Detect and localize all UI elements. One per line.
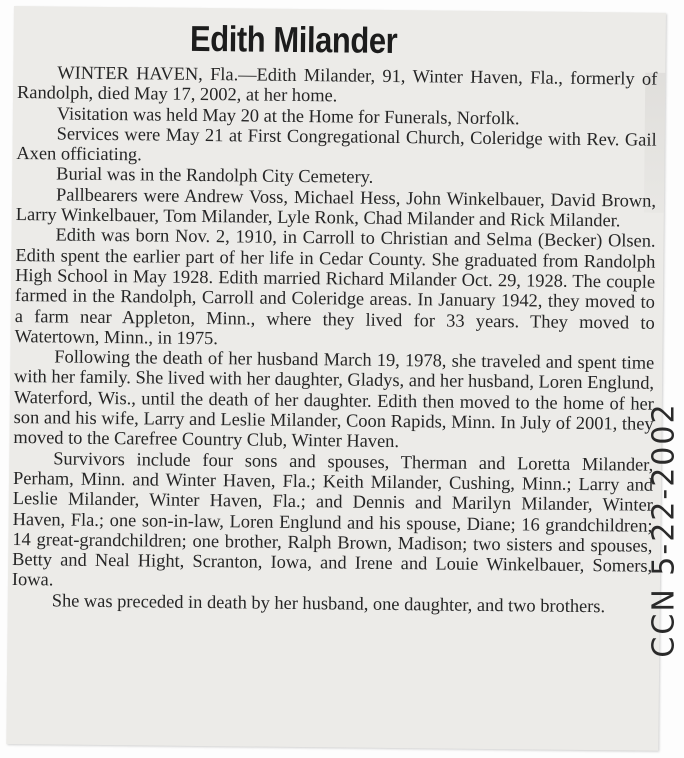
paragraph-burial: Burial was in the Randolph City Cemetery. bbox=[56, 163, 374, 188]
paragraph-services: Services were May 21 at First Congregational Church, Coleridge with Rev. Gail Axen officiating. bbox=[16, 123, 657, 165]
handwritten-date-note: CCN 5-22-2002 bbox=[646, 402, 682, 658]
paragraph-visitation: Visitation was held May 20 at the Home for Funerals, Norfolk. bbox=[56, 103, 520, 128]
handwritten-annotation bbox=[644, 380, 684, 680]
newspaper-clipping bbox=[6, 6, 666, 751]
paragraph-biography: Edith was born Nov. 2, 1910, in Carroll to Christian and Selma (Becker) Olsen. Edith spent the earlier part of her life in Cedar County. She graduated from Randolph High School in May 1928. Edith married Richard Milander Oct. 29, 1928. The couple farmed in the Randolph, Carroll and Coleridge areas. In January 1942, they moved to a farm near Appleton, Minn., where they lived for 33 years. They moved to Watertown, Minn., in 1975. bbox=[14, 224, 656, 349]
paragraph-death-notice: WINTER HAVEN, Fla.—Edith Milander, 91, Winter Haven, Fla., formerly of Randolph, died May 17, 2002, at her home. bbox=[16, 62, 658, 106]
paragraph-pallbearers: Pallbearers were Andrew Voss, Michael Hess, John Winkelbauer, David Brown, Larry Winkelbauer, Tom Milander, Lyle Ronk, Chad Milander and Rick Milander. bbox=[15, 184, 657, 231]
paragraph-survivors: Survivors include four sons and spouses, Therman and Loretta Milander, Perham, Minn. and Winter Haven, Fla.; Keith Milander, Cushing, Minn.; Larry and Leslie Milander, Winter Haven, Fla.; and Dennis and Marilyn Milander, Winter Haven, Fla.; one son-in-law, Loren Englund and his spouse, Diane; 16 grandchildren; 14 great-grandchildren; one brother, Ralph Brown, Madison; two sisters and spouses, Betty and Neal Hight, Scranton, Iowa, and Irene and Louie Winkelbauer, Somers, Iowa. bbox=[11, 448, 654, 590]
obituary-headline: Edith Milander bbox=[189, 17, 398, 62]
obituary-body bbox=[12, 62, 658, 617]
paragraph-later-life: Following the death of her husband March 19, 1978, she traveled and spent time with her family. She lived with her daughter, Gladys, and her husband, Loren Englund, Waterford, Wis., until the death of her daughter. Edith then moved to the home of her son and his wife, Larry and Leslie Milander, Coon Rapids, Minn. In July of 2001, they moved to the Carefree Country Club, Winter Haven. bbox=[13, 346, 655, 452]
paragraph-preceded: She was preceded in death by her husband, one daughter, and two brothers. bbox=[51, 590, 606, 616]
